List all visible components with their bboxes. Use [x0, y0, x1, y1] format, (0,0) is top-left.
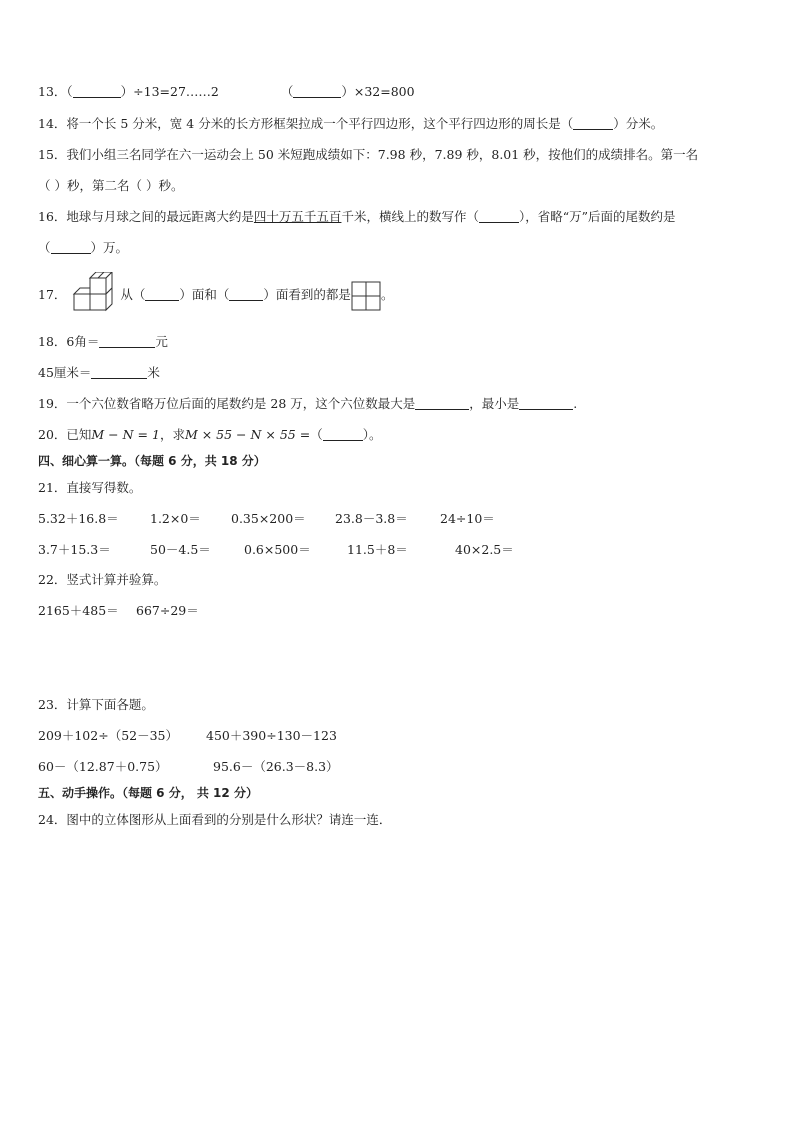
q17-blank-b[interactable] — [229, 288, 263, 301]
question-24: 24．图中的立体图形从上面看到的分别是什么形状？请连一连． — [38, 812, 392, 827]
question-16-line1 — [38, 209, 676, 225]
q20-blank[interactable] — [323, 428, 363, 441]
q17-seen: ）面看到的都是 — [263, 287, 351, 302]
section-5-heading: 五、动手操作。（每题 6 分， 共 12 分） — [38, 786, 258, 800]
question-18-b — [38, 365, 160, 381]
q17-and: ）面和（ — [179, 287, 230, 302]
q16-underlined-number: 四十万五千五百 — [253, 209, 342, 224]
q23-r2-c2: 95.6－（26.3－8.3） — [213, 759, 339, 774]
q20-equation-2: M × 55 − N × 55 = — [184, 427, 311, 442]
q18-blank-b[interactable] — [91, 366, 147, 379]
q16-mid: 千米，横线上的数写作（ — [341, 209, 479, 224]
q23-r2-c1: 60－（12.87＋0.75） — [38, 759, 168, 774]
q18-b: 45厘米＝ — [38, 365, 92, 380]
q17-from: 从（ — [120, 287, 146, 302]
q19-blank-min[interactable] — [519, 397, 573, 410]
question-20 — [38, 427, 382, 443]
q18-blank-a[interactable] — [99, 335, 155, 348]
question-18-a — [38, 334, 168, 350]
q20-open: （ — [310, 427, 323, 442]
question-19 — [38, 396, 577, 412]
section-4-heading: 四、细心算一算。（每题 6 分，共 18 分） — [38, 454, 266, 468]
q17-number: 17． — [38, 287, 67, 302]
question-23-title: 23．计算下面各题。 — [38, 697, 154, 712]
q14-tail: ）分米。 — [613, 116, 664, 131]
q21-r1-c1: 5.32＋16.8＝ — [38, 511, 119, 526]
q16-pre: 16．地球与月球之间的最远距离大约是 — [38, 209, 254, 224]
q13-b-close: ）×32=800 — [341, 84, 415, 99]
q23-r1-c2: 450＋390÷130－123 — [206, 728, 337, 743]
q22-c2: 667÷29＝ — [136, 603, 199, 618]
q14-blank[interactable] — [573, 117, 613, 130]
q13-number: 13． — [38, 84, 67, 99]
q16-blank-a[interactable] — [479, 210, 519, 223]
q23-r1-c1: 209＋102÷（52－35） — [38, 728, 179, 743]
q13-blank-a[interactable] — [73, 85, 121, 98]
q13-a-close: ）÷13=27……2 — [120, 84, 219, 99]
q16-line2-close: ）万。 — [90, 240, 129, 255]
q16-mid2: ），省略“万”后面的尾数约是 — [518, 209, 676, 224]
question-14 — [38, 116, 663, 132]
q20-close: ）。 — [362, 427, 382, 442]
q21-r2-c3: 0.6×500＝ — [244, 542, 311, 557]
q14-text: 14．将一个长 5 分米，宽 4 分米的长方形框架拉成一个平行四边形，这个平行四边形的周长是（ — [38, 116, 574, 131]
question-15-line1: 15．我们小组三名同学在六一运动会上 50 米短跑成绩如下：7.98 秒，7.89 秒，8.01 秒，按他们的成绩排名。第一名 — [38, 147, 699, 162]
q21-r1-c4: 23.8－3.8＝ — [335, 511, 408, 526]
q19-end: . — [573, 396, 578, 411]
question-17 — [38, 270, 393, 320]
q19-text: 19．一个六位数省略万位后面的尾数约是 28 万，这个六位数最大是 — [38, 396, 416, 411]
question-16-line2 — [38, 240, 128, 256]
q20-mid: ，求 — [159, 427, 185, 442]
square-grid-icon — [351, 281, 381, 311]
q13-blank-b[interactable] — [293, 85, 341, 98]
q21-r2-c1: 3.7＋15.3＝ — [38, 542, 111, 557]
q21-r2-c5: 40×2.5＝ — [455, 542, 514, 557]
q17-blank-a[interactable] — [145, 288, 179, 301]
q21-r1-c3: 0.35×200＝ — [231, 511, 306, 526]
q22-c1: 2165＋485＝ — [38, 603, 119, 618]
q16-line2-open: （ — [38, 240, 51, 255]
question-21-title: 21．直接写得数。 — [38, 480, 142, 495]
q17-end: 。 — [380, 287, 394, 302]
question-15-line2: （ ）秒，第二名（ ）秒。 — [38, 178, 184, 193]
q19-mid: ，最小是 — [469, 396, 520, 411]
q20-pre: 20．已知 — [38, 427, 92, 442]
q20-equation-1: M − N = 1 — [91, 427, 160, 442]
q21-r1-c5: 24÷10＝ — [440, 511, 495, 526]
cube-stack-icon — [70, 272, 120, 320]
q16-blank-b[interactable] — [51, 241, 91, 254]
q13-a-open: （ — [66, 84, 73, 99]
q19-blank-max[interactable] — [415, 397, 469, 410]
q18-a: 18．6角＝ — [38, 334, 100, 349]
q21-r2-c4: 11.5＋8＝ — [347, 542, 408, 557]
q21-r1-c2: 1.2×0＝ — [150, 511, 201, 526]
q18-b-unit: 米 — [147, 365, 160, 380]
q21-r2-c2: 50－4.5＝ — [150, 542, 211, 557]
question-22-title: 22．竖式计算并验算。 — [38, 572, 167, 587]
question-13 — [38, 84, 415, 100]
q18-a-unit: 元 — [155, 334, 168, 349]
q13-b-open: （ — [280, 84, 294, 99]
